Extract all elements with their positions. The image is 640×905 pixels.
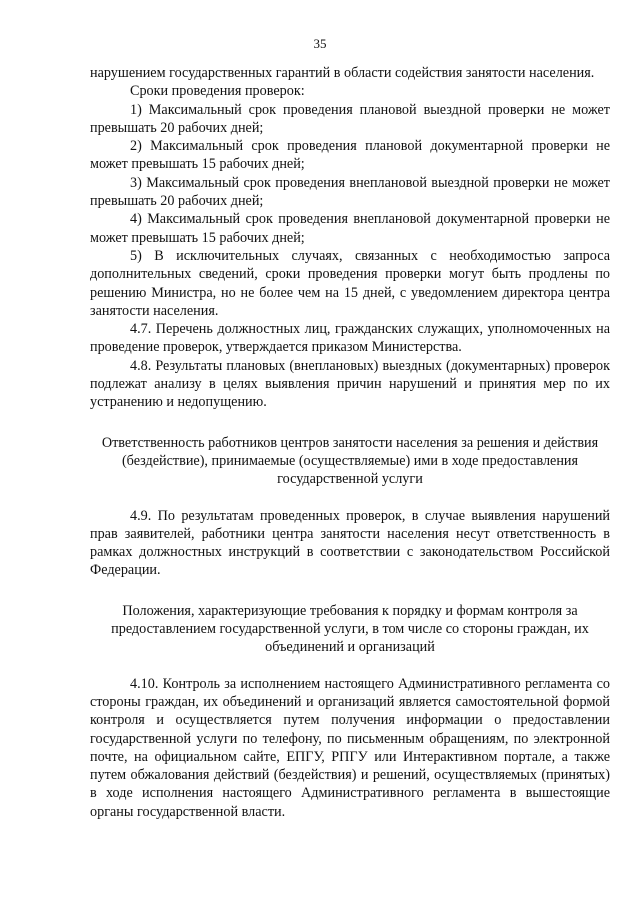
paragraph-term-4: 4) Максимальный срок проведения внеплановой документарной проверки не может превышать 15 рабочих дней; bbox=[90, 211, 610, 246]
paragraph-4-8: 4.8. Результаты плановых (внеплановых) выездных (документарных) проверок подлежат анализу в целях выявления причин нарушений и принятия мер по их устранению и недопущению. bbox=[90, 357, 610, 411]
section-spacer bbox=[90, 657, 610, 675]
paragraph-term-5: 5) В исключительных случаях, связанных с необходимостью запроса дополнительных сведений, сроки проведения проверки могут быть продлены по решению Министра, но не более чем на 15 дней, с уведомлением директора центра занятости населения. bbox=[90, 247, 610, 319]
section-spacer bbox=[90, 412, 610, 434]
section-heading-control-provisions: Положения, характеризующие требования к порядку и формам контроля за предоставлением государственной услуги, в том числе со стороны граждан, их объединений и организаций bbox=[111, 602, 589, 656]
section-spacer bbox=[90, 580, 610, 602]
paragraph-term-3: 3) Максимальный срок проведения внеплановой выездной проверки не может превышать 20 рабочих дней; bbox=[90, 174, 610, 210]
paragraph-4-10: 4.10. Контроль за исполнением настоящего Административного регламента со стороны граждан, их объединений и организаций является самостоятельной формой контроля и осуществляется путем получения информации о предоставлении государственной услуги по телефону, по письменным обращениям, по электронной почте, на официальном сайте, ЕПГУ, РПГУ или Интерактивном портале, а также путем обжалования действий (бездействия) и решений, осуществляемых (принятых) в ходе исполнения настоящего Административного регламента в вышестоящие органы государственной власти. bbox=[90, 675, 610, 820]
page-number: 35 bbox=[313, 36, 327, 51]
paragraph-continuation: нарушением государственных гарантий в области содействия занятости населения. bbox=[90, 65, 595, 81]
section-spacer bbox=[90, 489, 610, 507]
paragraph-inspection-terms-intro: Сроки проведения проверок: bbox=[130, 83, 305, 100]
section-heading-responsibility: Ответственность работников центров занятости населения за решения и действия (бездействие), принимаемые (осуществляемые) ими в ходе предоставления государственной услуги bbox=[101, 434, 599, 488]
paragraph-term-1: 1) Максимальный срок проведения плановой выездной проверки не может превышать 20 рабочих дней; bbox=[90, 101, 610, 136]
paragraph-term-2: 2) Максимальный срок проведения плановой документарной проверки не может превышать 15 рабочих дней; bbox=[90, 138, 610, 173]
paragraph-4-9: 4.9. По результатам проведенных проверок, в случае выявления нарушений прав заявителей, работники центра занятости населения несут ответственность в рамках должностных инструкций в соответствии с законодательством Российской Федерации. bbox=[90, 507, 610, 579]
page-content bbox=[90, 64, 610, 821]
paragraph-4-7: 4.7. Перечень должностных лиц, гражданских служащих, уполномоченных на проведение проверок, утверждается приказом Министерства. bbox=[90, 321, 610, 356]
